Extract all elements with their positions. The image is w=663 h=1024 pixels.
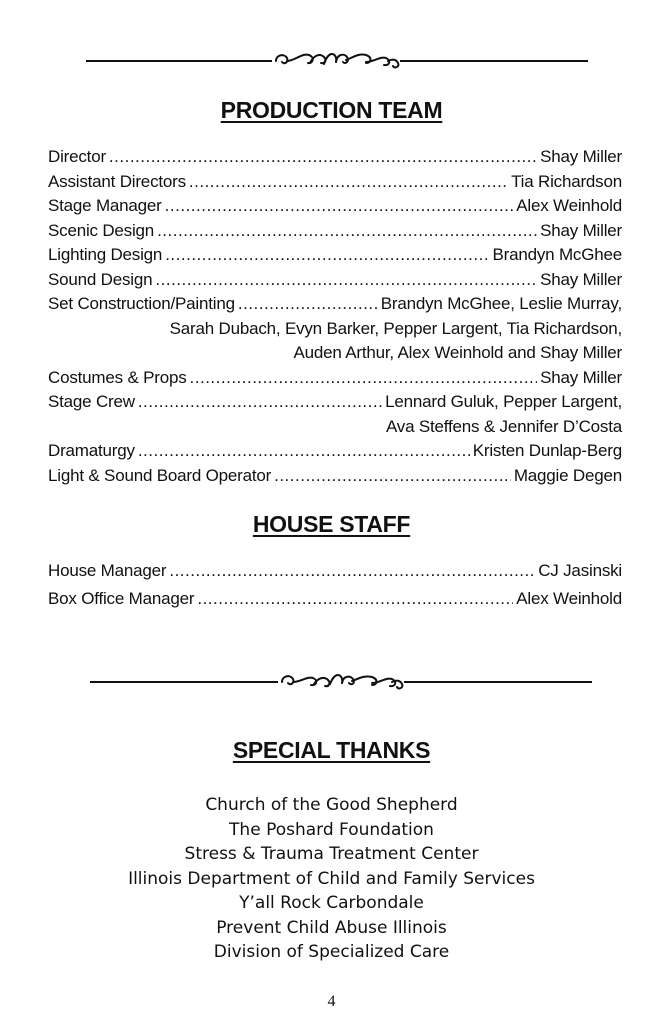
special-thanks-heading: SPECIAL THANKS	[232, 737, 431, 763]
credit-name: Shay Miller	[540, 220, 622, 240]
thanks-item: Stress & Trauma Treatment Center	[184, 844, 479, 864]
credit-name: Tia Richardson	[511, 171, 622, 191]
credit-row	[48, 390, 622, 415]
credit-role: House Manager	[48, 561, 167, 580]
credit-role: Dramaturgy	[48, 441, 135, 460]
credit-row	[48, 292, 622, 317]
thanks-item: Y’all Rock Carbondale	[239, 893, 424, 913]
production-team-credits	[48, 145, 622, 488]
credit-row	[48, 585, 622, 613]
credit-row	[48, 557, 622, 585]
credit-row	[48, 268, 622, 293]
thanks-item: Division of Specialized Care	[213, 942, 450, 962]
credit-name: Brandyn McGhee, Leslie Murray,	[380, 294, 622, 313]
dot-leader	[155, 268, 537, 293]
credit-role: Box Office Manager	[48, 589, 195, 608]
credit-row	[48, 439, 622, 464]
credit-role: Stage Manager	[48, 196, 162, 215]
credit-name: Brandyn McGhee	[492, 245, 622, 264]
thanks-item: Illinois Department of Child and Family Services	[128, 868, 535, 889]
house-staff-credits	[48, 557, 622, 613]
dot-leader	[197, 585, 513, 613]
dot-leader	[169, 557, 535, 585]
credit-role: Lighting Design	[48, 245, 163, 264]
credit-row	[48, 464, 622, 489]
credit-role: Sound Design	[48, 269, 153, 289]
credit-role: Assistant Directors	[48, 171, 186, 191]
dot-leader	[109, 145, 537, 170]
credit-name-continued: Ava Steffens & Jennifer D’Costa	[385, 416, 622, 436]
thanks-item: Church of the Good Shepherd	[205, 795, 458, 815]
credit-role: Light & Sound Board Operator	[48, 465, 272, 485]
ornamental-divider-middle	[0, 668, 663, 698]
page-number: 4	[327, 993, 336, 1010]
credit-role: Costumes & Props	[48, 367, 187, 387]
special-thanks-list	[0, 793, 663, 965]
credit-row	[48, 219, 622, 244]
dot-leader	[238, 292, 378, 317]
credit-name-continued: Auden Arthur, Alex Weinhold and Shay Miller	[293, 343, 622, 362]
credit-row	[48, 366, 622, 391]
credit-name: Maggie Degen	[513, 465, 622, 485]
credit-role: Scenic Design	[48, 220, 155, 240]
ornamental-divider-top	[0, 46, 663, 76]
dot-leader	[189, 170, 508, 195]
credit-role: Stage Crew	[48, 392, 135, 411]
house-staff-heading: HOUSE STAFF	[252, 511, 411, 537]
credit-name: Shay Miller	[540, 147, 622, 166]
production-team-heading: PRODUCTION TEAM	[220, 97, 443, 123]
credit-row	[48, 170, 622, 195]
credit-name-continued: Sarah Dubach, Evyn Barker, Pepper Largent, Tia Richardson,	[169, 318, 622, 338]
dot-leader	[138, 390, 382, 415]
credit-name: Kristen Dunlap-Berg	[472, 441, 622, 460]
credit-name: Alex Weinhold	[516, 196, 622, 215]
dot-leader	[138, 439, 470, 464]
dot-leader	[157, 219, 537, 244]
credit-name: Alex Weinhold	[516, 589, 622, 608]
dot-leader	[165, 243, 489, 268]
credit-name: Lennard Guluk, Pepper Largent,	[385, 392, 622, 411]
credit-row	[48, 145, 622, 170]
credit-name: CJ Jasinski	[538, 561, 622, 580]
dot-leader	[274, 464, 511, 489]
credit-role: Set Construction/Painting	[48, 294, 235, 313]
dot-leader	[165, 194, 514, 219]
credit-name: Shay Miller	[540, 269, 622, 289]
credit-name: Shay Miller	[540, 367, 622, 387]
dot-leader	[190, 366, 538, 391]
thanks-item: The Poshard Foundation	[229, 819, 434, 840]
credit-row	[48, 243, 622, 268]
thanks-item: Prevent Child Abuse Illinois	[216, 917, 447, 938]
credit-role: Director	[48, 147, 106, 166]
credit-row	[48, 194, 622, 219]
